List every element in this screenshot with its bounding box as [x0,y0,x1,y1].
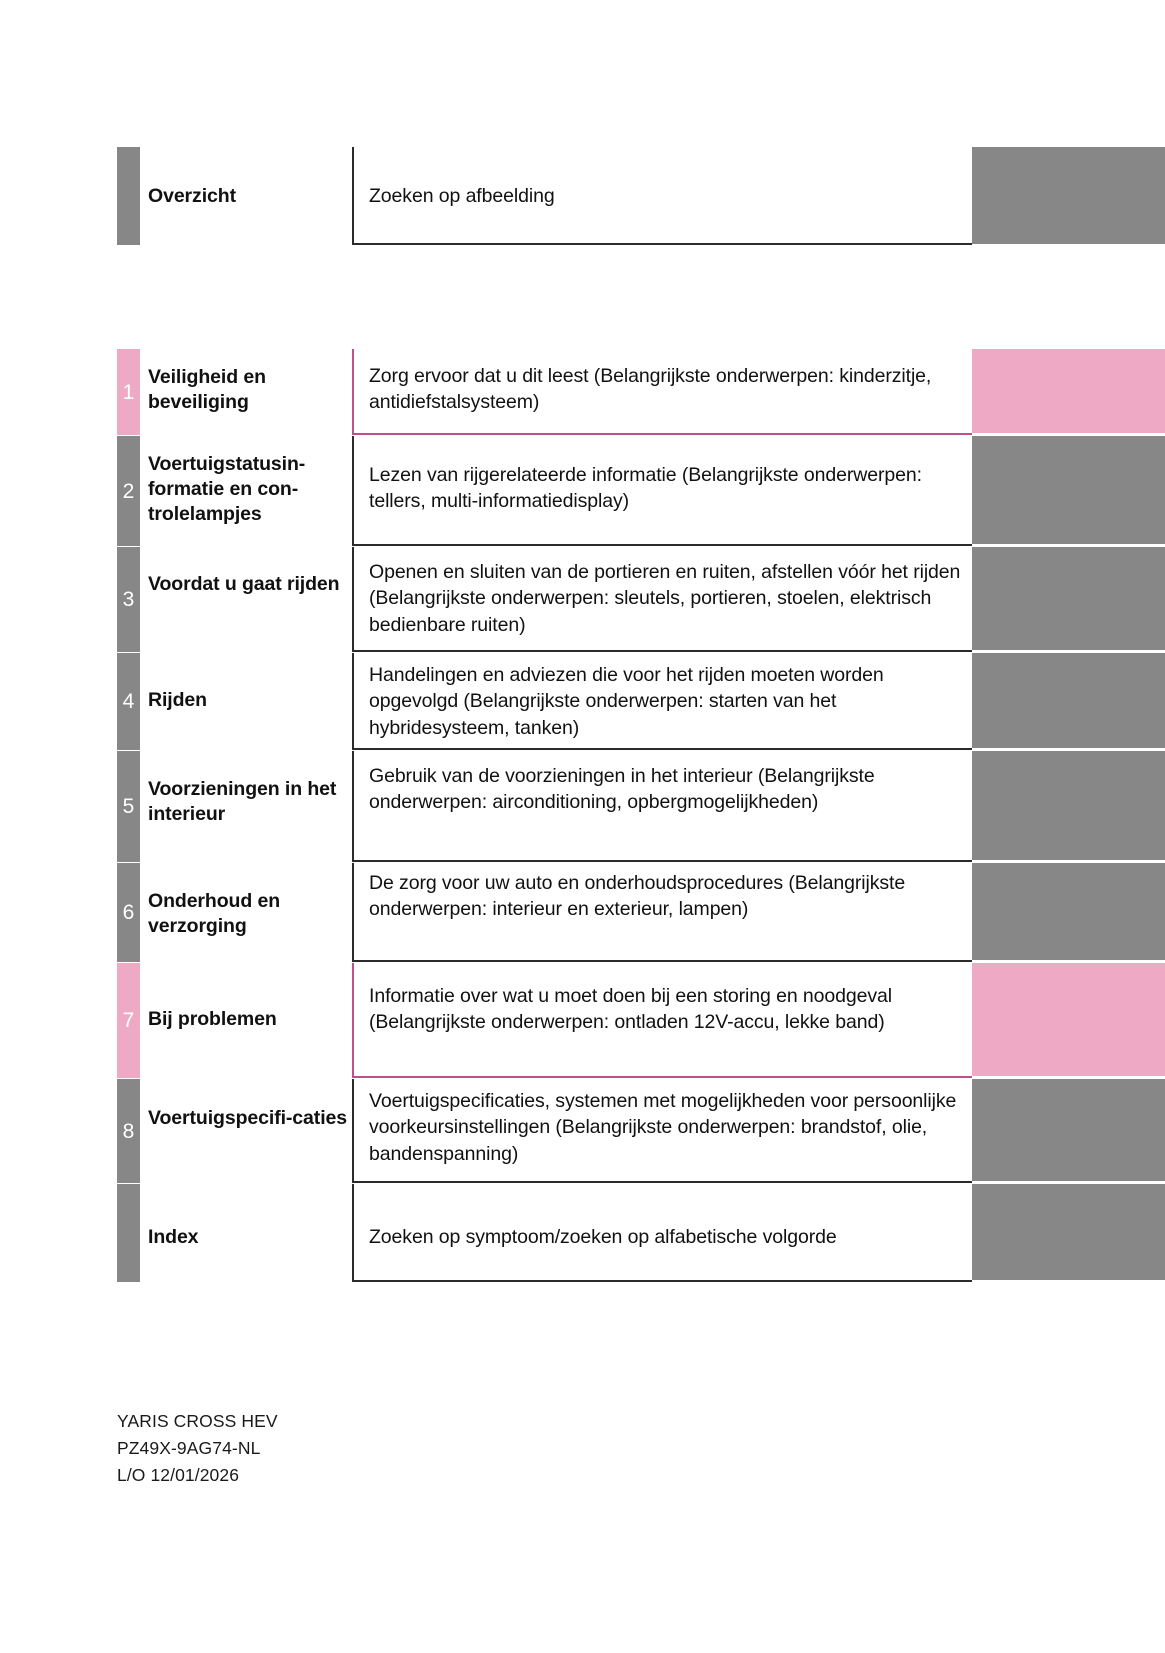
chapter-title: Veiligheid en beveiliging [148,366,266,413]
chapter-title: Voordat u gaat rijden [148,573,340,595]
chapter-edge-tab[interactable] [972,963,1165,1076]
chapter-description [352,863,972,962]
chapter-description [352,1079,972,1183]
chapter-title: Onderhoud en verzorging [148,890,281,937]
chapter-number: 4 [122,690,135,713]
overview-description-text: Zoeken op afbeelding [369,185,555,207]
overview-title: Overzicht [148,185,236,207]
chapter-number: 1 [122,380,135,404]
chapter-row[interactable] [0,863,1165,962]
chapter-description-text: Zoeken op symptoom/zoeken op alfabetische volgorde [369,1226,837,1248]
chapter-number-tab [117,1079,140,1183]
chapter-description [352,1184,972,1282]
chapter-description-text: De zorg voor uw auto en onderhoudsprocedures (Belangrijkste onderwerpen: interieur en exterieur, lampen) [369,872,906,921]
chapter-description-text: Handelingen en adviezen die voor het rijden moeten worden opgevolgd (Belangrijkste onderwerpen: starten van het hybridesysteem, tanken) [369,664,884,739]
chapter-description-text: Openen en sluiten van de portieren en ruiten, afstellen vóór het rijden (Belangrijkste onderwerpen: sleutels, portieren, stoelen, elektrisch bedienbare ruiten) [369,561,961,636]
chapter-description [352,349,972,435]
overview-description [352,147,972,245]
footer-revision: L/O 12/01/2026 [117,1465,240,1486]
chapter-edge-tab[interactable] [972,751,1165,860]
overview-number-tab [117,147,140,245]
chapter-description-text: Lezen van rijgerelateerde informatie (Belangrijkste onderwerpen: tellers, multi-informatiedisplay) [369,464,922,513]
chapter-edge-tab[interactable] [972,547,1165,650]
footer-part-number: PZ49X-9AG74-NL [117,1438,261,1459]
chapter-number-tab [117,963,140,1078]
chapter-description [352,436,972,546]
chapter-description-text: Voertuigspecificaties, systemen met mogelijkheden voor persoonlijke voorkeursinstellingen (Belangrijkste onderwerpen: brandstof, olie, bandenspanning) [369,1090,957,1165]
chapter-title: Rijden [148,689,207,711]
chapter-edge-tab[interactable] [972,436,1165,544]
chapter-number-tab [117,751,140,862]
chapter-title: Index [148,1226,199,1248]
chapter-title: Voorzieningen in het interieur [148,778,337,825]
chapter-number-tab [117,1184,140,1282]
chapter-row[interactable] [0,751,1165,862]
chapter-number-tab [117,653,140,750]
chapter-description [352,751,972,862]
chapter-number: 6 [122,901,135,924]
chapter-row[interactable] [0,1079,1165,1183]
chapter-row[interactable] [0,436,1165,546]
chapter-title: Voertuigspecifi-caties [148,1107,347,1129]
chapter-number: 8 [122,1119,135,1143]
chapter-row[interactable] [0,1184,1165,1282]
chapter-description-text: Informatie over wat u moet doen bij een storing en noodgeval (Belangrijkste onderwerpen: ontladen 12V-accu, lekke band) [369,985,892,1034]
chapter-edge-tab[interactable] [972,1184,1165,1280]
chapter-edge-tab[interactable] [972,1079,1165,1181]
chapter-number-tab [117,863,140,962]
chapter-title: Bij problemen [148,1008,277,1030]
chapter-description [352,963,972,1078]
chapter-number: 5 [122,795,135,818]
chapter-row[interactable] [0,653,1165,750]
chapter-title: Voertuigstatusin-formatie en con-trolelampjes [148,453,306,525]
page-footer [117,1408,278,1489]
chapter-edge-tab[interactable] [972,653,1165,748]
chapter-description [352,547,972,652]
chapter-description-text: Zorg ervoor dat u dit leest (Belangrijkste onderwerpen: kinderzitje, antidiefstalsysteem) [369,365,932,414]
footer-model: YARIS CROSS HEV [117,1411,278,1431]
chapter-row[interactable] [0,963,1165,1078]
overview-row [0,147,1165,245]
chapter-number: 2 [122,479,135,503]
chapter-row[interactable] [0,349,1165,435]
chapter-description-text: Gebruik van de voorzieningen in het interieur (Belangrijkste onderwerpen: airconditioning, opbergmogelijkheden) [369,765,875,814]
chapter-edge-tab[interactable] [972,863,1165,960]
chapter-number-tab [117,349,140,435]
chapter-number: 7 [122,1009,135,1032]
chapter-number-tab [117,436,140,546]
overview-edge-tab [972,147,1165,244]
chapter-edge-tab[interactable] [972,349,1165,433]
chapter-description [352,653,972,750]
chapter-number-tab [117,547,140,652]
chapter-row[interactable] [0,547,1165,652]
chapter-number: 3 [122,588,135,611]
